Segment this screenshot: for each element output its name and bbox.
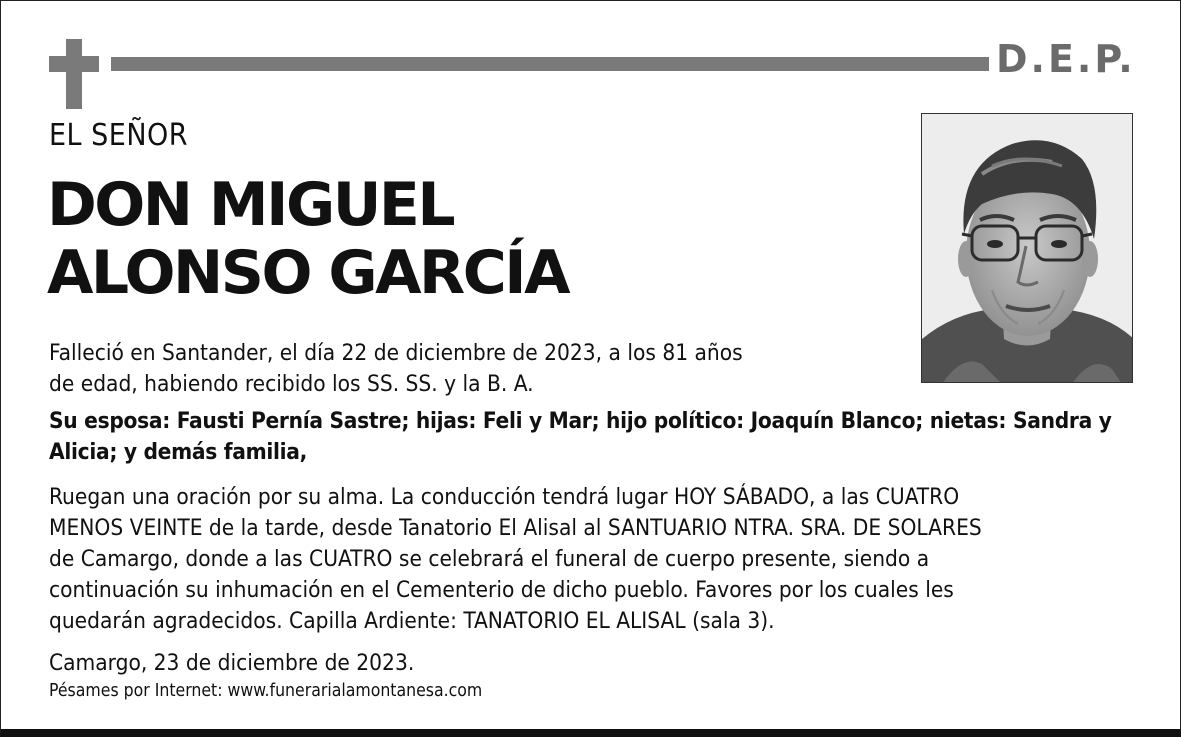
death-line: de edad, habiendo recibido los SS. SS. y la B. A. — [49, 371, 534, 397]
death-announcement — [49, 338, 743, 400]
family-list — [49, 406, 1112, 468]
family-line: Alicia; y demás familia, — [49, 439, 308, 465]
deceased-name — [47, 171, 568, 307]
funeral-details — [49, 482, 982, 637]
funeral-line: Ruegan una oración por su alma. La conducción tendrá lugar HOY SÁBADO, a las CUATRO — [49, 484, 960, 510]
funeral-line: MENOS VEINTE de la tarde, desde Tanatorio El Alisal al SANTUARIO NTRA. SRA. DE SOLARES — [49, 515, 982, 541]
place-date: Camargo, 23 de diciembre de 2023. — [49, 650, 415, 676]
portrait-photo — [921, 113, 1133, 383]
condolences-web: Pésames por Internet: www.funerarialamontanesa.com — [49, 681, 483, 701]
family-line: Su esposa: Fausti Pernía Sastre; hijas: Feli y Mar; hijo político: Joaquín Blanco; nietas: Sandra y — [49, 408, 1112, 434]
cross-icon — [49, 39, 99, 109]
deceased-name-line: DON MIGUEL — [47, 170, 454, 240]
dep-label: D.E.P. — [996, 37, 1136, 81]
funeral-line: continuación su inhumación en el Cementerio de dicho pueblo. Favores por los cuales les — [49, 577, 954, 603]
header-rule — [111, 57, 989, 71]
deceased-name-line: ALONSO GARCÍA — [47, 238, 569, 308]
death-line: Falleció en Santander, el día 22 de diciembre de 2023, a los 81 años — [49, 340, 743, 366]
deceased-prefix: EL SEÑOR — [49, 118, 189, 153]
funeral-line: de Camargo, donde a las CUATRO se celebrará el funeral de cuerpo presente, siendo a — [49, 546, 930, 572]
funeral-line: quedarán agradecidos. Capilla Ardiente: TANATORIO EL ALISAL (sala 3). — [49, 608, 775, 634]
